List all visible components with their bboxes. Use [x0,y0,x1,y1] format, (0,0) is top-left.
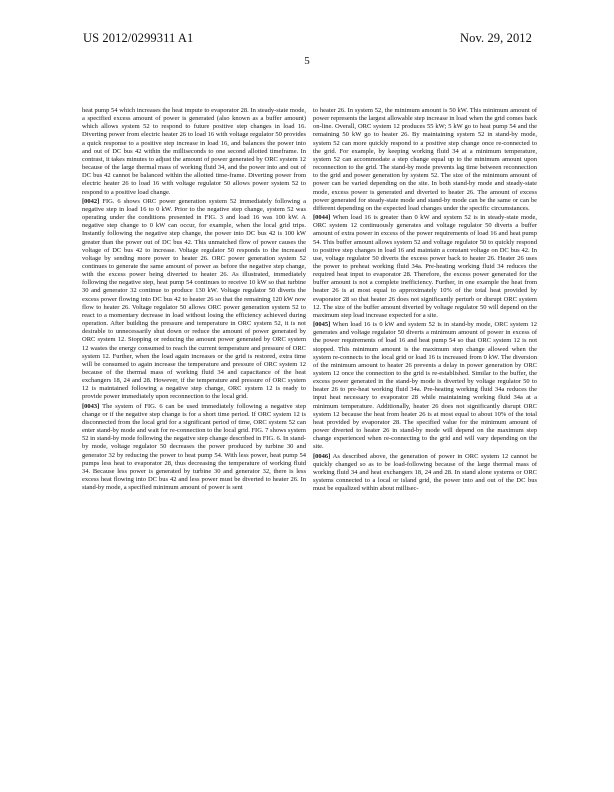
paragraph-0045 [313,321,537,452]
paragraph-0044 [313,214,537,320]
paragraph-text: heat pump 54 which increases the heat impute to evaporator 28. In steady-state mode, a specified excess amount of power is generated (also known as a buffer amount) which allows system 52 to respond to future positive step changes in load 16. Diverting power from electric heater 26 to load 16 with voltage regulator 50 provides a quick response to a positive step increase in load 16, and balances the power into and out of DC bus 42 within the milliseconds to one second allotted timeframe. In contrast, it takes minutes to adjust the amount of power generated by ORC system 12 because of the large thermal mass of working fluid 34, and the power into and out of DC bus 42 cannot be balanced within the allotted time-frame. Diverting power from electric heater 26 to load 16 with voltage regulator 50 allows power system 52 to respond to a positive load change. [82,107,306,196]
paragraph-number: [0044] [313,214,331,222]
paragraph-number: [0046] [313,452,331,460]
paragraph-0042 [82,198,306,402]
paragraph-0046 [313,453,537,494]
paragraph-number: [0042] [82,197,100,205]
publication-number: US 2012/0299311 A1 [83,31,194,45]
paragraph-text: As described above, the generation of power in ORC system 12 cannot be quickly changed so as to be load-following because of the large thermal mass of working fluid 34 and heat exchangers 18, 24 and 28. In stand alone systems or ORC systems connected to a local or island grid, the power into and out of the DC bus must be equalized within about millisec- [313,452,537,493]
paragraph [313,107,537,213]
paragraph-text: When load 16 is greater than 0 kW and system 52 is in steady-state mode, ORC system 12 continuously generates and voltage regulator 50 diverts a buffer amount of extra power in excess of the power requirements of load 16 and heat pump 54. This buffer amount allows system 52 and voltage regulator 50 to quickly respond to positive step changes in load 16 and maintain a constant voltage on DC bus 42. In use, voltage regulator 50 diverts the excess power back to heater 26. Heater 26 uses the power to preheat working fluid 34a. Pre-heating working fluid 34 reduces the required heat input to evaporator 28. Therefore, the excess power generated for the buffer amount is not a complete inefficiency. Further, in one example the heat from heater 26 is at most equal to approximately 10% of the total heat provided by evaporator 28 so that heater 26 does not significantly perturb or disrupt ORC system 12. The size of the buffer amount diverted by voltage regulator 50 will depend on the maximum step load increase expected for a site. [313,214,537,319]
paragraph-text: to heater 26. In system 52, the minimum amount is 50 kW. This minimum amount of power represents the largest allowable step increase in load when the grid comes back on-line. Overall, ORC system 12 produces 55 kW; 5 kW go to heat pump 54 and the remaining 50 kW go to heater 26. By maintaining system 52 in stand-by mode, system 52 can more quickly respond to a positive step change once re-connected to the grid. For example, by keeping working fluid 34 at a minimum temperature, system 52 can accommodate a step change equal up to the minimum amount upon reconnection to the grid. The stand-by mode prevents lag time between reconnection to the grid and power generation by system 52. The size of the minimum amount of power can be varied depending on the site. In both stand-by mode and steady-state mode, excess power is generated and diverted to heater 26. The amount of excess power generated for steady-state mode and stand-by mode can be the same or can be different depending on the expected load changes under the specific circumstances. [313,107,537,212]
paragraph-text: FIG. 6 shows ORC power generation system 52 immediately following a negative step in load 16 to 0 kW. Prior to the negative step change, system 52 was operating under the conditions presented in FIG. 3 and load 16 was 100 kW. A negative step change to 0 kW can occur, for example, when the local grid trips. Instantly following the negative step change, the power into DC bus 42 is 100 kW greater than the power out of DC bus 42. This unmatched flow of power causes the voltage of DC bus 42 to increase. Voltage regulator 50 responds to the increased voltage by sending more power to heater 26. ORC power generation system 52 continues to generate the same amount of power as before the negative step change, with the excess power being diverted to heater 26. As illustrated, immediately following the negative step, heat pump 54 continues to receive 10 kW so that turbine 30 and generator 32 continue to produce 130 kW. Voltage regulator 50 diverts the excess power flowing into DC bus 42 to heater 26 so that the remaining 120 kW now flow to heater 26. Voltage regulator 50 allows ORC power generation system 52 to react to a momentary decrease in load without losing the efficiency achieved during operation. After building the pressure and temperature in ORC system 52, it is not desirable to unnecessarily shut down or reduce the amount of power generated by ORC system 12. Stopping or reducing the amount power generated by ORC system 12 wastes the energy consumed to reach the current temperature and pressure of ORC system 12. Further, when the load again increases or the grid is restored, extra time will be consumed to again increase the temperature and pressure of ORC system 12 because of the thermal mass of working fluid 34 and capacitance of the heat exchangers 18, 24 and 28. However, if the temperature and pressure of ORC system 12 is maintained following a negative step change, ORC system 12 is ready to provide power immediately upon reconnection to the local grid. [82,197,306,401]
paragraph-number: [0045] [313,321,331,329]
paragraph-text: When load 16 is 0 kW and system 52 is in stand-by mode, ORC system 12 generates and voltage regulator 50 diverts a minimum amount of power in excess of the power requirements of load 16 and heat pump 54 so that ORC system 12 is not stopped. This minimum amount is the maximum step change allowed when the system re-connects to the local grid or load 16 is increased from 0 kW. The diversion of the minimum amount to heater 26 prevents a delay in power generation by ORC system 12 once the connection to the grid is re-established. Similar to the buffer, the excess power generated in the stand-by mode is diverted by voltage regulator 50 to heater 26 to pre-heat working fluid 34a. Pre-heating working fluid 34a reduces the input heat necessary to evaporator 28 while maintaining working fluid 34a at a minimum temperature. Additionally, heater 26 does not significantly disrupt ORC system 12 because the heat from heater 26 is at most equal to about 10% of the total heat provided by evaporator 28. The specified value for the minimum amount of power diverted to heater 26 in stand-by mode will depend on the maximum step change experienced when re-connecting to the grid and will vary depending on the site. [313,321,537,451]
paragraph-text: The system of FIG. 6 can be used immediately following a negative step change or if the negative step change is for a short time period. If ORC system 12 is disconnected from the local grid for a significant period of time, ORC system 52 can enter stand-by mode and wait for re-connection to the local grid. FIG. 7 shows system 52 in stand-by mode following the negative step change described in FIG. 6. In stand-by mode, voltage regulator 50 decreases the power produced by turbine 30 and generator 32 by reducing the power to heat pump 54. With less power, heat pump 54 pumps less heat to evaporator 28, thus decreasing the temperature of working fluid 34. Because less power is generated by turbine 30 and generator 32, there is less excess heat flowing into DC bus 42 and less power must be diverted to heater 26. In stand-by mode, a specified minimum amount of power is sent [82,402,306,492]
left-text-column [82,107,306,775]
paragraph [82,107,306,197]
paragraph-0043 [82,403,306,493]
publication-date: Nov. 29, 2012 [459,31,532,45]
right-text-column [313,107,537,775]
paragraph-number: [0043] [82,402,100,410]
page-number: 5 [304,55,310,67]
